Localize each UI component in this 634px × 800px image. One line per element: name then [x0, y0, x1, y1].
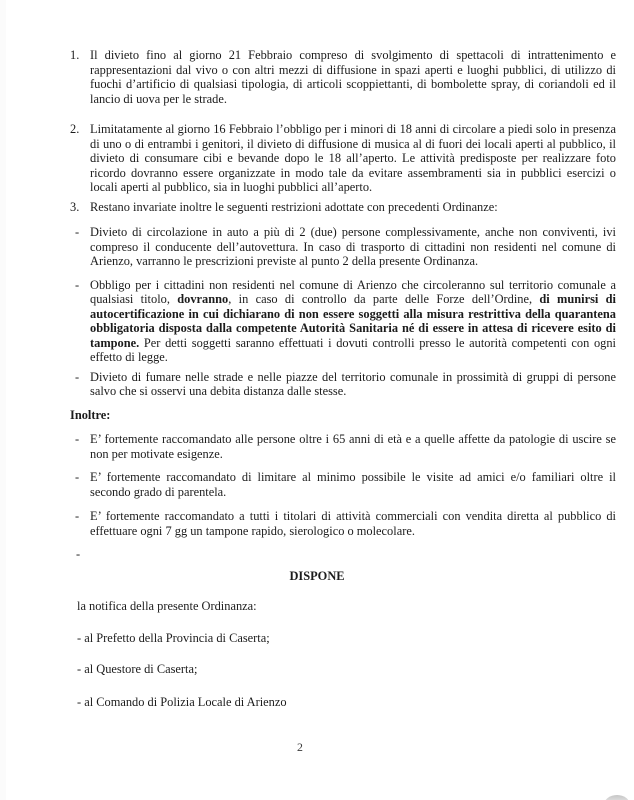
item-text: Il divieto fino al giorno 21 Febbraio compreso di svolgimento di spettacoli di intrattenimento e rappresentazioni dal vivo o con altri mezzi di diffusione in spazi aperti e luoghi pubblici, di utilizzo di fuochi d’artificio di qualsiasi tipologia, di articoli scoppiettanti, di bombolette spray, di coriandoli ed il lancio di uova per le strade. [90, 48, 616, 106]
numbered-item [70, 122, 616, 195]
item-marker: - [75, 277, 80, 292]
restriction-item [70, 370, 616, 399]
item-marker: - [75, 509, 80, 523]
item-marker: - [75, 432, 80, 446]
recommendation-item [70, 432, 616, 461]
recipient-line: - al Prefetto della Provincia di Caserta; [77, 630, 270, 645]
restriction-item [70, 225, 616, 269]
recommendation-item [70, 470, 616, 499]
item-text: E’ fortemente raccomandato di limitare al minimo possibile le visite ad amici e/o familiari oltre il secondo grado di parentela. [90, 470, 616, 499]
document-content [70, 48, 616, 709]
numbered-item [70, 200, 616, 215]
item-marker: - [75, 225, 80, 239]
lone-dash: - [76, 547, 81, 561]
item-marker: - [75, 369, 80, 384]
numbered-item [70, 48, 616, 106]
item-text: Divieto di fumare nelle strade e nelle piazze del territorio comunale in prossimità di gruppi di persone salvo che si osservi una debita distanza dalle stesse. [90, 369, 616, 398]
inoltre-heading: Inoltre: [70, 407, 111, 422]
item-text: Divieto di circolazione in auto a più di 2 (due) persone complessivamente, anche non conviventi, ivi compreso il conducente dell’autovettura. In caso di trasporto di cittadini non residenti nel comune di Arienzo, varranno le prescrizioni previste al punto 2 della presente Ordinanza. [90, 225, 616, 268]
item-marker: 3. [70, 199, 80, 214]
item-marker: 2. [70, 122, 80, 136]
recipients-list [70, 631, 616, 710]
numbered-list [70, 48, 616, 214]
recommendation-item [70, 509, 616, 538]
item-text: Obbligo per i cittadini non residenti nel comune di Arienzo che circoleranno sul territorio comunale a qualsiasi titolo, dovranno, in caso di controllo da parte delle Forze dell’Ordine, di munirsi di autocertificazione in cui dichiarano di non essere soggetti alla misura restrittiva della quarantena obbligatoria disposta dalla competente Autorità Sanitaria né di essere in attesa di ricevere esito di tampone. Per detti soggetti saranno effettuati i dovuti controlli presso le autorità competenti con ogni effetto di legge. [90, 277, 616, 364]
item-text: E’ fortemente raccomandato alle persone oltre i 65 anni di età e a quelle affette da patologie di uscire se non per motivate esigenze. [90, 432, 616, 461]
dispone-heading: DISPONE [289, 568, 345, 583]
restriction-item [70, 278, 616, 365]
restrictions-list [70, 225, 616, 399]
item-text: Limitatamente al giorno 16 Febbraio l’obbligo per i minori di 18 anni di circolare a piedi solo in presenza di uno o di entrambi i genitori, il divieto di diffusione di musica al di fuori dei locali aperti al pubblico, il divieto di consumare cibi e bevande dopo le 18 all’aperto. Le attività predisposte per realizzare foto ricordo dovranno essere organizzate in modo tale da evitare assembramenti sia in pubblici esercizi o locali aperti al pubblico, sia in luoghi pubblici all’aperto. [90, 122, 616, 194]
item-marker: - [75, 470, 80, 484]
item-marker: 1. [70, 48, 80, 62]
recipient-line: - al Comando di Polizia Locale di Arienzo [77, 694, 287, 709]
page-number: 2 [297, 740, 303, 754]
item-text: E’ fortemente raccomandato a tutti i titolari di attività commerciali con vendita diretta al pubblico di effettuare ogni 7 gg un tampone rapido, sierologico o molecolare. [90, 509, 616, 538]
item-text: Restano invariate inoltre le seguenti restrizioni adottate con precedenti Ordinanze: [90, 199, 498, 214]
recipient-line: - al Questore di Caserta; [77, 662, 198, 676]
page-edge-shadow [0, 0, 6, 800]
scroll-artifact [604, 795, 630, 800]
notification-intro: la notifica della presente Ordinanza: [77, 599, 257, 613]
recommendations-list [70, 432, 616, 538]
